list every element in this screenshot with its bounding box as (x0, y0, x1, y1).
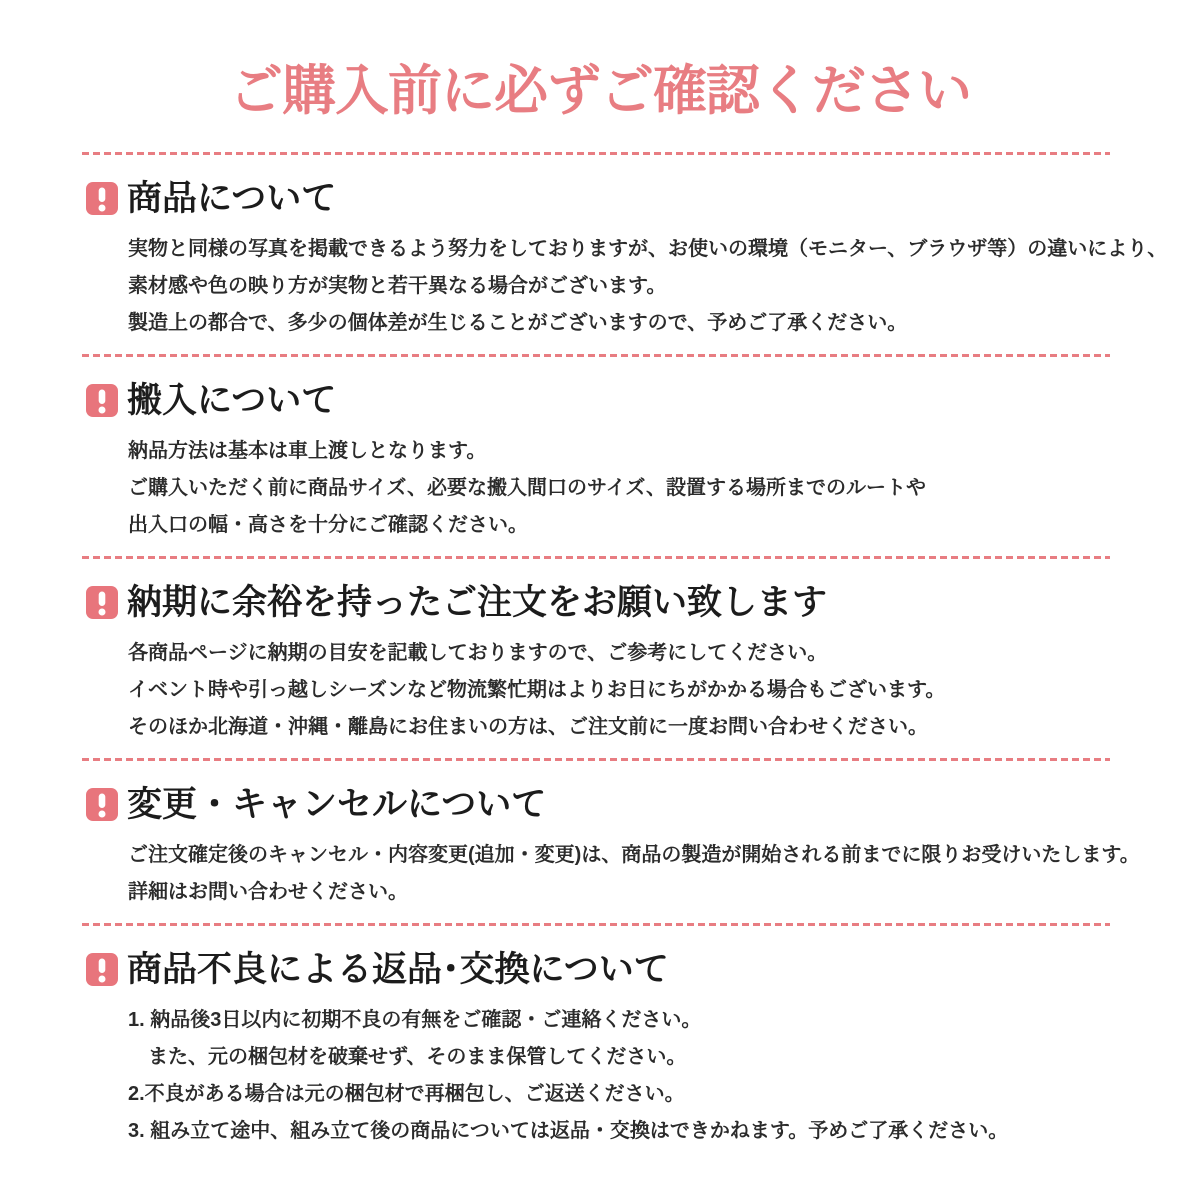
section-body (128, 231, 1168, 342)
body-line: 実物と同様の写真を掲載できるよう努力をしておりますが、お使いの環境（モニター、ブラウザ等）の違いにより、 (128, 238, 1168, 260)
body-line: 納品方法は基本は車上渡しとなります。 (128, 440, 487, 462)
notice-section (82, 357, 1110, 556)
body-line: 素材感や色の映り方が実物と若干異なる場合がございます。 (128, 275, 667, 297)
body-line: 詳細はお問い合わせください。 (128, 881, 408, 903)
body-line: 製造上の都合で、多少の個体差が生じることがございますので、予めご了承ください。 (128, 312, 908, 334)
notice-section (82, 155, 1168, 354)
body-line: 3. 組み立て途中、組み立て後の商品については返品・交換はできかねます。予めご了承ください。 (128, 1120, 1009, 1142)
section-header (86, 179, 1110, 218)
section-body (128, 635, 1110, 746)
body-line: 2.不良がある場合は元の梱包材で再梱包し、ご返送ください。 (128, 1083, 685, 1105)
body-line: また、元の梱包材を破棄せず、そのまま保管してください。 (128, 1046, 687, 1068)
body-line: ご購入いただく前に商品サイズ、必要な搬入間口のサイズ、設置する場所までのルートや (128, 477, 926, 499)
section-heading: 搬入について (127, 381, 337, 420)
body-line: ご注文確定後のキャンセル・内容変更(追加・変更)は、商品の製造が開始される前までに限りお受けいたします。 (128, 844, 1140, 866)
notice-content (82, 152, 1168, 1162)
section-header (86, 583, 1110, 622)
section-header (86, 785, 1110, 824)
section-body (128, 433, 1110, 544)
body-line: 出入口の幅・高さを十分にご確認ください。 (128, 514, 528, 536)
exclamation-icon (86, 788, 118, 821)
notice-section (82, 559, 1110, 758)
notice-section (82, 761, 1140, 923)
body-line: イベント時や引っ越しシーズンなど物流繁忙期はよりお日にちがかかる場合もございます。 (128, 679, 946, 701)
section-heading: 変更・キャンセルについて (127, 785, 547, 824)
exclamation-icon (86, 384, 118, 417)
exclamation-icon (86, 586, 118, 619)
body-line: 1. 納品後3日以内に初期不良の有無をご確認・ご連絡ください。 (128, 1009, 702, 1031)
section-body (128, 1002, 1110, 1150)
section-body (128, 837, 1140, 911)
sections (82, 155, 1168, 1162)
section-heading: 商品について (127, 179, 337, 218)
exclamation-icon (86, 953, 118, 986)
exclamation-icon (86, 182, 118, 215)
section-header (86, 381, 1110, 420)
notice-section (82, 926, 1110, 1162)
section-heading: 商品不良による返品･交換について (127, 950, 669, 989)
section-header (86, 950, 1110, 989)
body-line: 各商品ページに納期の目安を記載しておりますので、ご参考にしてください。 (128, 642, 828, 664)
body-line: そのほか北海道・沖縄・離島にお住まいの方は、ご注文前に一度お問い合わせください。 (128, 716, 928, 738)
section-heading: 納期に余裕を持ったご注文をお願い致します (127, 583, 828, 622)
page-title: ご購入前に必ずご確認ください (229, 61, 971, 121)
